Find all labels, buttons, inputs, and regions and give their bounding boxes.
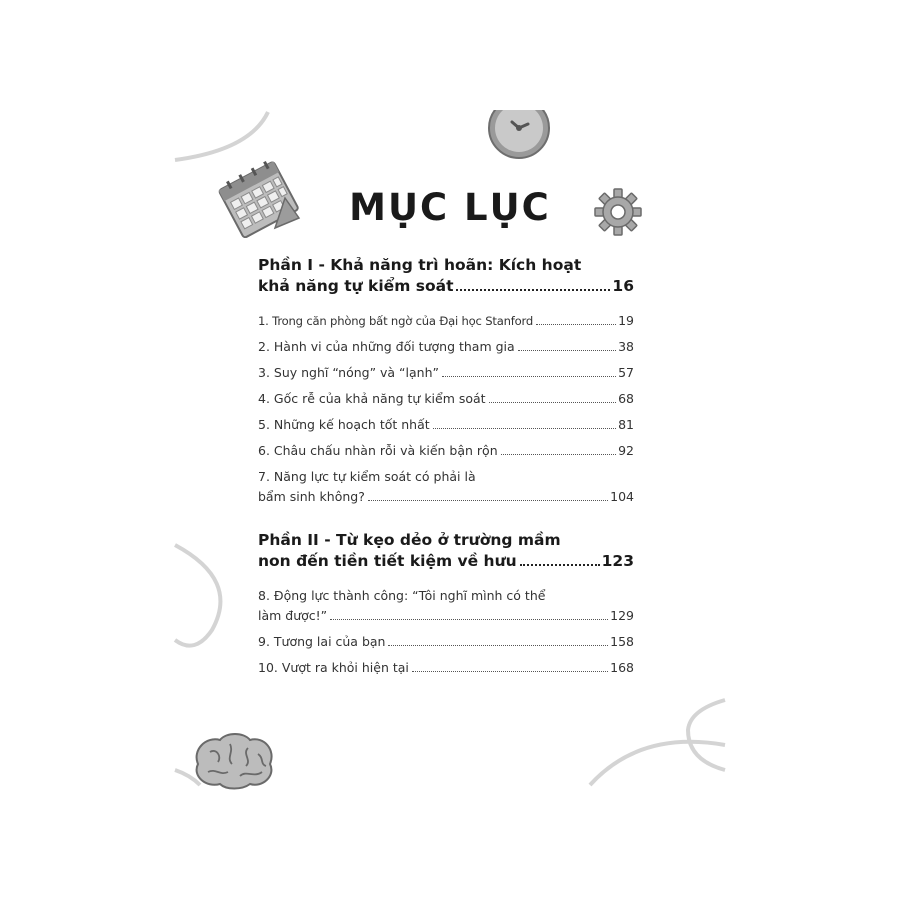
entry-title: 10. Vượt ra khỏi hiện tại [258,660,409,675]
page-number: 81 [618,417,634,432]
toc-entry[interactable] [258,389,634,409]
page-number: 19 [618,313,634,328]
page-number: 68 [618,391,634,406]
page-number: 104 [610,489,634,504]
page-number: 57 [618,365,634,380]
leader-dots [442,376,616,377]
leader-dots [368,500,608,501]
leader-dots [433,428,616,429]
page-number: 92 [618,443,634,458]
part-1-entries [258,311,634,507]
brain-icon [190,730,280,790]
toc-entry[interactable] [258,337,634,357]
toc-entry[interactable] [258,632,634,652]
leader-dots [520,564,600,566]
part-heading[interactable] [258,255,634,297]
toc-entry[interactable] [258,441,634,461]
entry-title: bẩm sinh không? [258,489,365,504]
page-number: 16 [612,277,634,295]
entry-title: 3. Suy nghĩ “nóng” và “lạnh” [258,365,439,380]
entry-title: 5. Những kế hoạch tốt nhất [258,417,430,432]
leader-dots [489,402,617,403]
toc-entry[interactable] [258,467,634,507]
entry-title-line: 8. Động lực thành công: “Tôi nghĩ mình có thể [258,588,546,603]
toc-entry[interactable] [258,363,634,383]
part-heading-line: Phần I - Khả năng trì hoãn: Kích hoạt [258,256,582,274]
toc-entry[interactable] [258,586,634,626]
leader-dots [412,671,608,672]
toc-entry[interactable] [258,415,634,435]
part-heading-line: Phần II - Từ kẹo dẻo ở trường mầm [258,531,561,549]
page-number: 123 [601,552,634,570]
part-heading[interactable] [258,530,634,572]
page-title: MỤC LỤC [349,186,551,229]
leader-dots [388,645,608,646]
part-heading-line: non đến tiền tiết kiệm về hưu [258,552,517,570]
leader-dots [501,454,616,455]
part-2-entries [258,586,634,678]
toc-entry[interactable] [258,311,634,331]
page-number: 38 [618,339,634,354]
leader-dots [456,289,610,291]
entry-title-line: 7. Năng lực tự kiểm soát có phải là [258,469,476,484]
clock-icon [484,110,554,160]
entry-title: 2. Hành vi của những đối tượng tham gia [258,339,515,354]
entry-title: 6. Châu chấu nhàn rỗi và kiến bận rộn [258,443,498,458]
page-number: 168 [610,660,634,675]
part-2 [258,530,634,572]
leader-dots [330,619,608,620]
entry-title: làm được!” [258,608,328,623]
leader-dots [518,350,616,351]
toc-entry[interactable] [258,658,634,678]
page-number: 129 [610,608,634,623]
entry-title: 1. Trong căn phòng bất ngờ của Đại học Stanford [258,314,534,328]
entry-title: 9. Tương lai của bạn [258,634,386,649]
part-1 [258,255,634,297]
leader-dots [536,324,616,325]
part-heading-line: khả năng tự kiểm soát [258,277,454,295]
page-number: 158 [610,634,634,649]
entry-title: 4. Gốc rễ của khả năng tự kiểm soát [258,391,486,406]
